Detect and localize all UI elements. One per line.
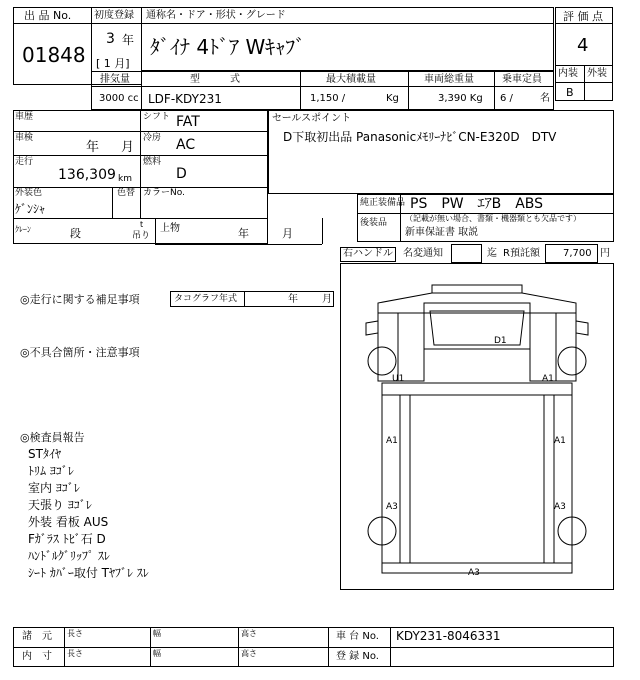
displacement: 3000 cc <box>99 93 139 104</box>
model: LDF-KDY231 <box>148 92 222 106</box>
report-line: 外装 看板 AUS <box>28 515 109 529</box>
name-change-box <box>451 244 482 263</box>
r-deposit-label: R預託額 <box>503 248 540 259</box>
damage-mark: A1 <box>542 374 554 384</box>
crane-label: ｸﾚｰﾝ <box>15 225 31 234</box>
year-unit: 年 <box>122 33 135 47</box>
score-label: 評 価 点 <box>563 10 603 23</box>
shift-label: シフト <box>143 112 171 122</box>
ext-color: ｹﾞﾝｼｬ <box>15 202 46 216</box>
height-label-2: 高さ <box>241 649 257 658</box>
chassis-label: 車 台 No. <box>336 631 379 642</box>
inspection-year: 年 <box>86 140 100 155</box>
inspector-title: ◎検査員報告 <box>20 431 85 444</box>
crane-lift: 吊り <box>132 231 151 241</box>
damage-mark: D1 <box>494 336 507 346</box>
damage-mark: A3 <box>554 502 566 512</box>
loading-month: 月 <box>282 227 293 240</box>
ext-color-label: 外装色 <box>15 188 43 198</box>
inspector-report-list <box>28 446 328 582</box>
shift: FAT <box>176 114 200 130</box>
report-line: STﾀｲﾔ <box>28 447 61 461</box>
max-load-label: 最大積載量 <box>326 74 376 85</box>
tacho-month: 月 <box>322 294 332 305</box>
name-label: 通称名・ドア・形状・グレード <box>146 10 286 21</box>
displacement-label: 排気量 <box>100 74 130 85</box>
damage-mark: A1 <box>554 436 566 446</box>
max-load: 1,150 / <box>310 93 346 104</box>
crane-stage: 段 <box>70 227 81 240</box>
width-label-2: 幅 <box>153 649 161 658</box>
sales-label: セールスポイント <box>272 113 352 124</box>
report-line: Fｶﾞﾗｽ ﾄﾋﾞ石 D <box>28 532 106 546</box>
length-label: 長さ <box>67 629 83 638</box>
aftermarket-label: 後装品 <box>360 218 388 228</box>
lot-label: 出 品 No. <box>24 9 72 22</box>
report-line: 天張り ﾖｺﾞﾚ <box>28 498 92 512</box>
history-label: 車歴 <box>15 112 34 122</box>
tachograph-label: タコグラフ年式 <box>174 294 238 304</box>
r-deposit: 7,700 <box>563 248 592 259</box>
interior-dims-label: 内 寸 <box>22 651 52 662</box>
first-reg-year: 3 <box>106 31 115 47</box>
model-label: 型 式 <box>190 74 240 85</box>
dims-label: 諸 元 <box>22 631 52 642</box>
truck-diagram <box>340 263 614 590</box>
mileage-unit: km <box>118 174 132 184</box>
right-hand: 右ハンドル <box>343 248 393 259</box>
equipment-label: 純正装備品 <box>360 198 406 208</box>
report-line: 室内 ﾖｺﾞﾚ <box>28 481 80 495</box>
mileage: 136,309 <box>58 167 116 183</box>
reg-label: 登 録 No. <box>336 651 379 662</box>
capacity-label: 乗車定員 <box>502 74 542 85</box>
damage-mark: U1 <box>392 374 405 384</box>
aftermarket-note: （記載が無い場合、書類・機器類とも欠品です） <box>405 214 581 223</box>
interior-label: 内装 <box>558 68 578 79</box>
chassis-no: KDY231-8046331 <box>396 629 501 643</box>
gross-weight: 3,390 Kg <box>438 93 483 104</box>
tacho-year: 年 <box>288 294 298 305</box>
score-value: 4 <box>577 35 589 56</box>
loading-label: 上物 <box>160 223 180 234</box>
lot-number: 01848 <box>22 43 86 67</box>
aftermarket: 新車保証書 取説 <box>405 227 479 238</box>
deposit-label: 迄 <box>487 248 497 259</box>
damage-mark: A3 <box>386 502 398 512</box>
damage-mark: A1 <box>386 436 398 446</box>
vehicle-name: ﾀﾞｲﾅ 4ﾄﾞｱ Wｷｬﾌﾞ <box>150 35 306 59</box>
inspection-label: 車検 <box>15 133 34 143</box>
first-reg-label: 初度登録 <box>94 10 134 21</box>
length-label-2: 長さ <box>67 649 83 658</box>
report-line: ﾊﾝﾄﾞﾙｸﾞﾘｯﾌﾟ ｽﾚ <box>28 549 110 563</box>
color-no-label: カラーNo. <box>143 188 185 198</box>
height-label: 高さ <box>241 629 257 638</box>
report-line: ﾄﾘﾑ ﾖｺﾞﾚ <box>28 464 74 478</box>
width-label: 幅 <box>153 629 161 638</box>
driving-title: ◎走行に関する補足事項 <box>20 293 140 306</box>
equipment: PS PW ｴｱB ABS <box>410 196 544 212</box>
loading-year: 年 <box>238 227 249 240</box>
exterior-label: 外装 <box>587 68 607 79</box>
capacity-unit: 名 <box>540 93 550 104</box>
report-line: ｼｰﾄ ｶﾊﾞｰ取付 Tﾔﾌﾞﾚ ｽﾚ <box>28 566 149 580</box>
fuel: D <box>176 166 187 182</box>
sales-text: D下取初出品 PanasonicﾒﾓﾘｰﾅﾋﾞCN-E320D DTV <box>283 130 557 144</box>
yen-unit: 円 <box>600 248 610 259</box>
gross-weight-label: 車両総重量 <box>424 74 474 85</box>
ac-label: 冷房 <box>143 133 162 143</box>
mileage-label: 走行 <box>15 157 34 167</box>
max-load-unit: Kg <box>386 93 399 104</box>
fuel-label: 燃料 <box>143 157 162 167</box>
crane-t: t <box>140 220 144 229</box>
capacity: 6 / <box>500 93 513 104</box>
ac: AC <box>176 137 196 153</box>
defects-title: ◎不具合箇所・注意事項 <box>20 346 140 359</box>
damage-mark: A3 <box>468 568 480 578</box>
color-swap-label: 色替 <box>117 188 136 198</box>
inspection-month: 月 <box>121 140 135 155</box>
name-change-label: 名変通知 <box>403 248 443 259</box>
interior-score: B <box>566 86 574 99</box>
first-reg-month: [ 1 月] <box>96 57 130 70</box>
